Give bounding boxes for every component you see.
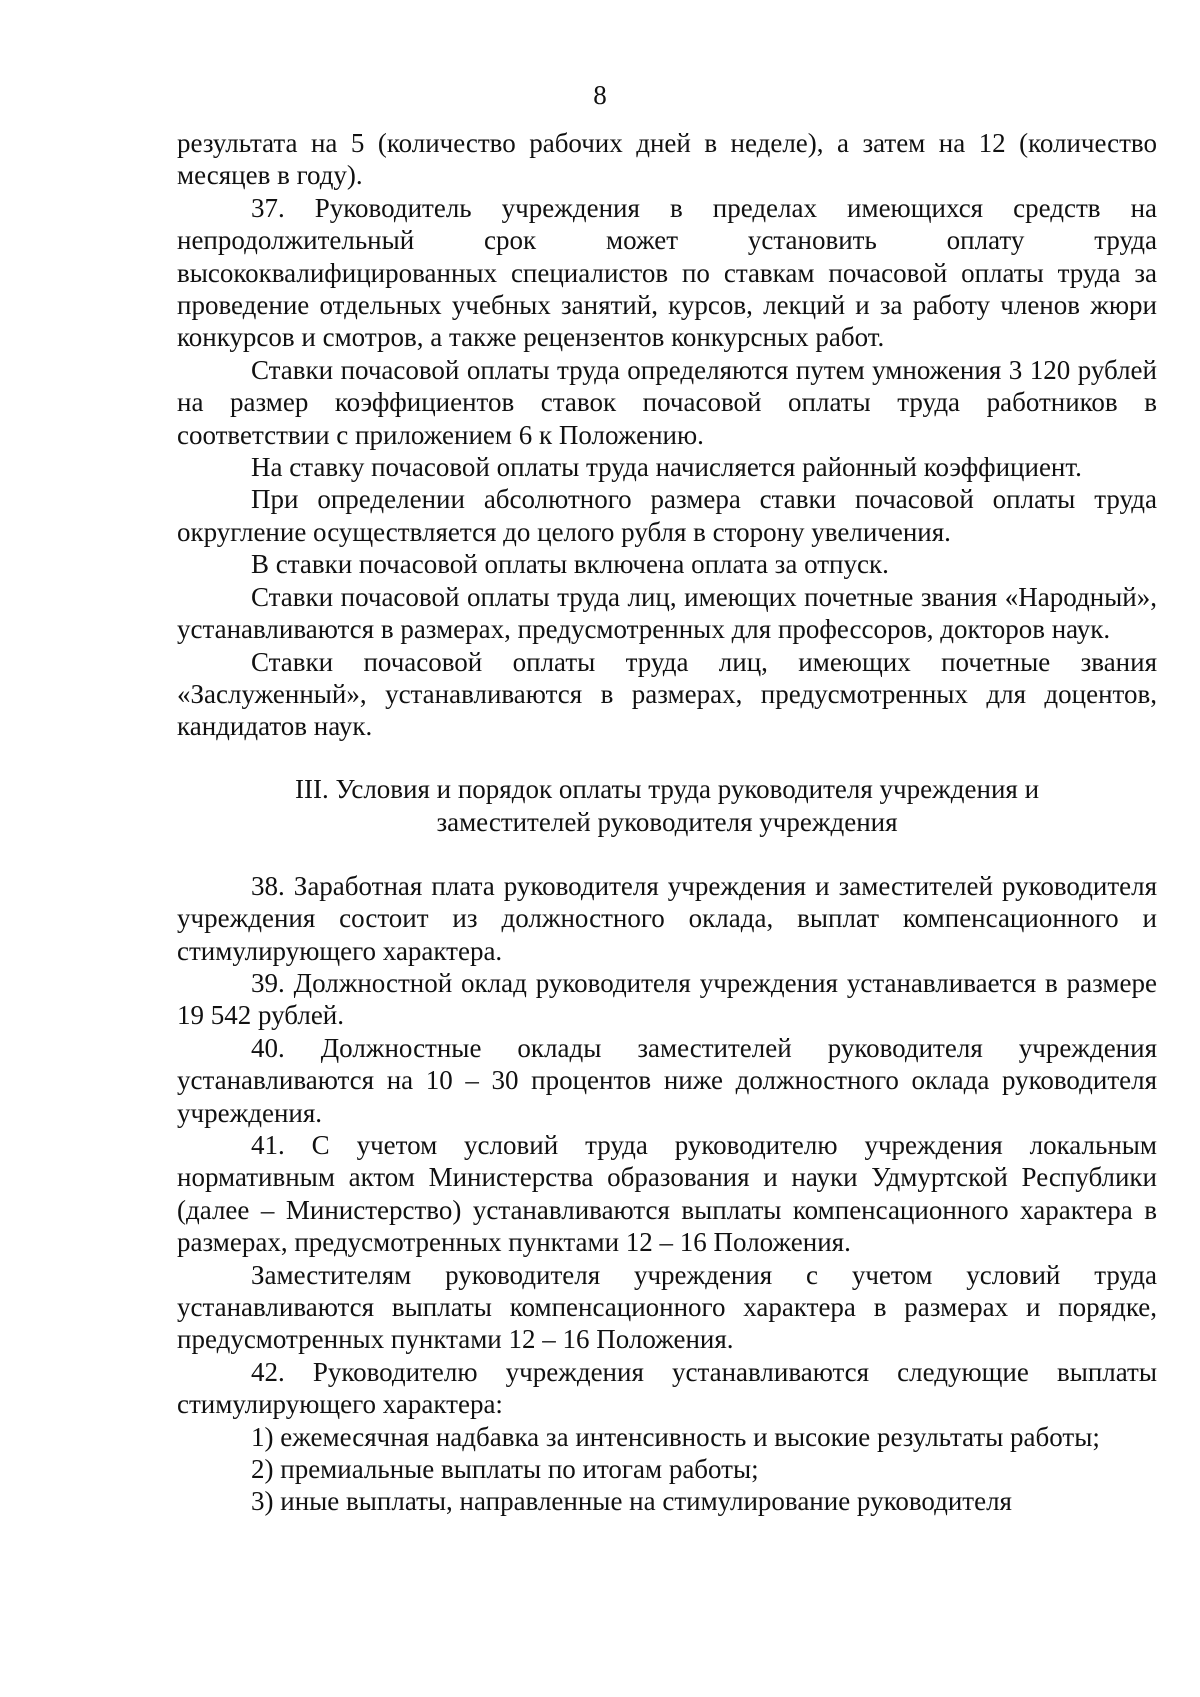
list-item-2: 2) премиальные выплаты по итогам работы; — [251, 1454, 759, 1485]
paragraph-item-38: 38. Заработная плата руководителя учреждения и заместителей руководителя учреждения состоит из должностного оклада, выплат компенсационного и стимулирующего характера. — [177, 870, 1157, 966]
paragraph-hourly-rates: Ставки почасовой оплаты труда определяются путем умножения 3 120 рублей на размер коэффициентов ставок почасовой оплаты труда работников в соответствии с приложением 6 к Положению. — [177, 354, 1157, 450]
document-body — [177, 127, 1157, 1518]
section-heading — [177, 773, 1157, 839]
paragraph-item-42: 42. Руководителю учреждения устанавливаются следующие выплаты стимулирующего характера: — [177, 1356, 1157, 1420]
list-item-1: 1) ежемесячная надбавка за интенсивность и высокие результаты работы; — [251, 1421, 1100, 1452]
paragraph-rounding: При определении абсолютного размера ставки почасовой оплаты труда округление осуществляется до целого рубля в сторону увеличения. — [177, 484, 1157, 547]
list-item-3: 3) иные выплаты, направленные на стимулирование руководителя — [251, 1486, 1012, 1517]
section-heading-line-1: III. Условия и порядок оплаты труда руководителя учреждения и — [294, 773, 1040, 804]
paragraph-item-41: 41. С учетом условий труда руководителю учреждения локальным нормативным актом Министерства образования и науки Удмуртской Республики (далее – Министерство) устанавливаются выплаты компенсационного характера в размерах, предусмотренных пунктами 12 – 16 Положения. — [177, 1129, 1157, 1258]
paragraph-item-37: 37. Руководитель учреждения в пределах имеющихся средств на непродолжительный срок может установить оплату труда высококвалифицированных специалистов по ставкам почасовой оплаты труда за проведение отдельных учебных занятий, курсов, лекций и за работу членов жюри конкурсов и смотров, а также рецензентов конкурсных работ. — [177, 192, 1157, 353]
paragraph-item-40: 40. Должностные оклады заместителей руководителя учреждения устанавливаются на 10 – 30 процентов ниже должностного оклада руководителя учреждения. — [177, 1032, 1157, 1128]
paragraph-regional-coefficient: На ставку почасовой оплаты труда начисляется районный коэффициент. — [251, 452, 1082, 483]
paragraph-item-39: 39. Должностной оклад руководителя учреждения устанавливается в размере 19 542 рублей. — [177, 967, 1157, 1031]
section-heading-line-2: заместителей руководителя учреждения — [436, 806, 898, 837]
paragraph-zasluzhenny-title: Ставки почасовой оплаты труда лиц, имеющих почетные звания «Заслуженный», устанавливаются в размерах, предусмотренных для доцентов, кандидатов наук. — [177, 646, 1157, 742]
page-number: 8 — [593, 80, 607, 110]
paragraph-narodny-title: Ставки почасовой оплаты труда лиц, имеющих почетные звания «Народный», устанавливаются в размерах, предусмотренных для профессоров, докторов наук. — [177, 581, 1157, 645]
paragraph-continuation: результата на 5 (количество рабочих дней в неделе), а затем на 12 (количество месяцев в году). — [177, 128, 1157, 191]
paragraph-vacation-included: В ставки почасовой оплаты включена оплата за отпуск. — [251, 549, 889, 580]
paragraph-deputies-compensation: Заместителям руководителя учреждения с учетом условий труда устанавливаются выплаты компенсационного характера в размерах и порядке, предусмотренных пунктами 12 – 16 Положения. — [177, 1259, 1157, 1355]
